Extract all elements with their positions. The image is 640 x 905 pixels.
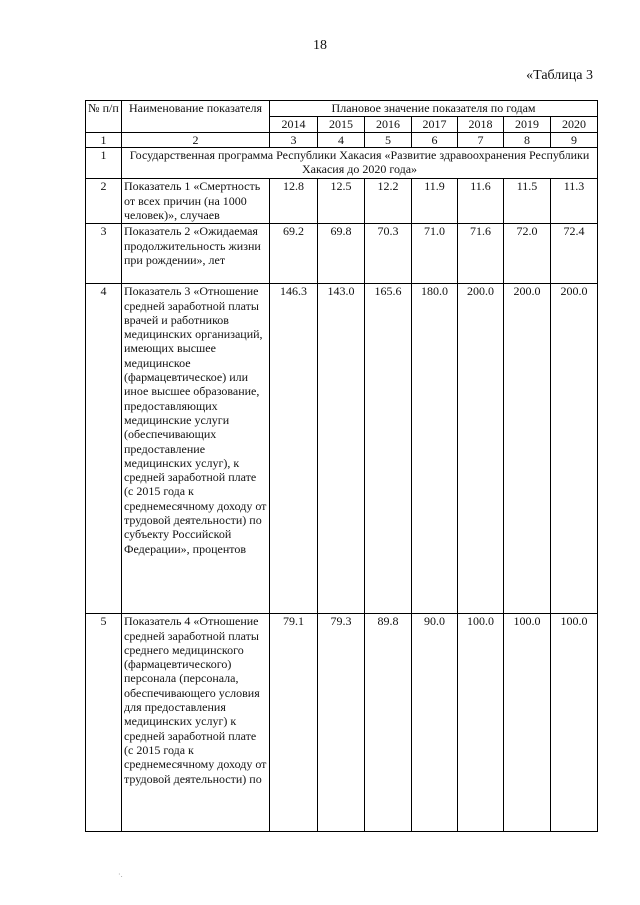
- row-value: 12.2: [365, 179, 412, 224]
- column-number: 9: [551, 133, 598, 148]
- table-row: [86, 284, 598, 614]
- program-title: Государственная программа Республики Хакасия «Развитие здравоохранения Республики Хакасия до 2020 года»: [122, 148, 598, 179]
- row-num: 4: [86, 284, 122, 614]
- row-value: 79.3: [318, 614, 365, 832]
- row-value: 146.3: [270, 284, 318, 614]
- row-value: 200.0: [504, 284, 551, 614]
- row-value: 12.8: [270, 179, 318, 224]
- row-indicator-name: Показатель 2 «Ожидаемая продолжительность жизни при рождении», лет: [122, 224, 270, 284]
- column-number: 1: [86, 133, 122, 148]
- column-number: 5: [365, 133, 412, 148]
- column-number: 6: [412, 133, 458, 148]
- column-number: 8: [504, 133, 551, 148]
- row-value: 89.8: [365, 614, 412, 832]
- row-value: 90.0: [412, 614, 458, 832]
- header-num: № п/п: [86, 101, 122, 133]
- page-number: 18: [313, 38, 327, 53]
- table-row: [86, 224, 598, 284]
- column-numbers-row: [86, 133, 598, 148]
- header-plan: Плановое значение показателя по годам: [270, 101, 598, 117]
- program-row-num: 1: [86, 148, 122, 179]
- header-year: 2015: [318, 117, 365, 133]
- row-value: 69.2: [270, 224, 318, 284]
- header-name: Наименование показателя: [122, 101, 270, 133]
- program-row: [86, 148, 598, 179]
- row-value: 72.4: [551, 224, 598, 284]
- row-indicator-name: Показатель 3 «Отношение средней заработной платы врачей и работников медицинских организаций, имеющих высшее медицинское (фармацевтическое) или иное высшее образование, предоставляющих медицинские услуги (обеспечивающих предоставление медицинских услуг), к средней заработной плате (с 2015 года к среднемесячному доходу от трудовой деятельности) по субъекту Российской Федерации», процентов: [122, 284, 270, 614]
- header-year: 2020: [551, 117, 598, 133]
- column-number: 3: [270, 133, 318, 148]
- table-row: [86, 179, 598, 224]
- row-value: 69.8: [318, 224, 365, 284]
- row-value: 70.3: [365, 224, 412, 284]
- scan-speck: ·.: [118, 870, 123, 879]
- row-value: 143.0: [318, 284, 365, 614]
- row-value: 100.0: [458, 614, 504, 832]
- row-indicator-name: Показатель 4 «Отношение средней заработной платы среднего медицинского (фармацевтического) персонала (персонала, обеспечивающего условия для предоставления медицинских услуг) к средней заработной плате (с 2015 года к среднемесячному доходу от трудовой деятельности) по: [122, 614, 270, 832]
- column-number: 4: [318, 133, 365, 148]
- row-num: 3: [86, 224, 122, 284]
- row-value: 71.0: [412, 224, 458, 284]
- row-value: 200.0: [458, 284, 504, 614]
- row-value: 11.3: [551, 179, 598, 224]
- row-value: 200.0: [551, 284, 598, 614]
- header-year: 2016: [365, 117, 412, 133]
- row-value: 165.6: [365, 284, 412, 614]
- header-year: 2017: [412, 117, 458, 133]
- row-value: 100.0: [551, 614, 598, 832]
- column-number: 7: [458, 133, 504, 148]
- column-number: 2: [122, 133, 270, 148]
- row-num: 5: [86, 614, 122, 832]
- data-rows: [86, 179, 598, 832]
- row-value: 12.5: [318, 179, 365, 224]
- row-value: 79.1: [270, 614, 318, 832]
- header-year: 2018: [458, 117, 504, 133]
- row-num: 2: [86, 179, 122, 224]
- table-caption: «Таблица 3: [526, 68, 593, 83]
- header-year: 2019: [504, 117, 551, 133]
- row-value: 180.0: [412, 284, 458, 614]
- row-value: 11.9: [412, 179, 458, 224]
- row-value: 11.6: [458, 179, 504, 224]
- row-value: 72.0: [504, 224, 551, 284]
- header-year: 2014: [270, 117, 318, 133]
- row-indicator-name: Показатель 1 «Смертность от всех причин (на 1000 человек)», случаев: [122, 179, 270, 224]
- row-value: 71.6: [458, 224, 504, 284]
- row-value: 11.5: [504, 179, 551, 224]
- indicator-table: [85, 100, 598, 832]
- table-row: [86, 614, 598, 832]
- row-value: 100.0: [504, 614, 551, 832]
